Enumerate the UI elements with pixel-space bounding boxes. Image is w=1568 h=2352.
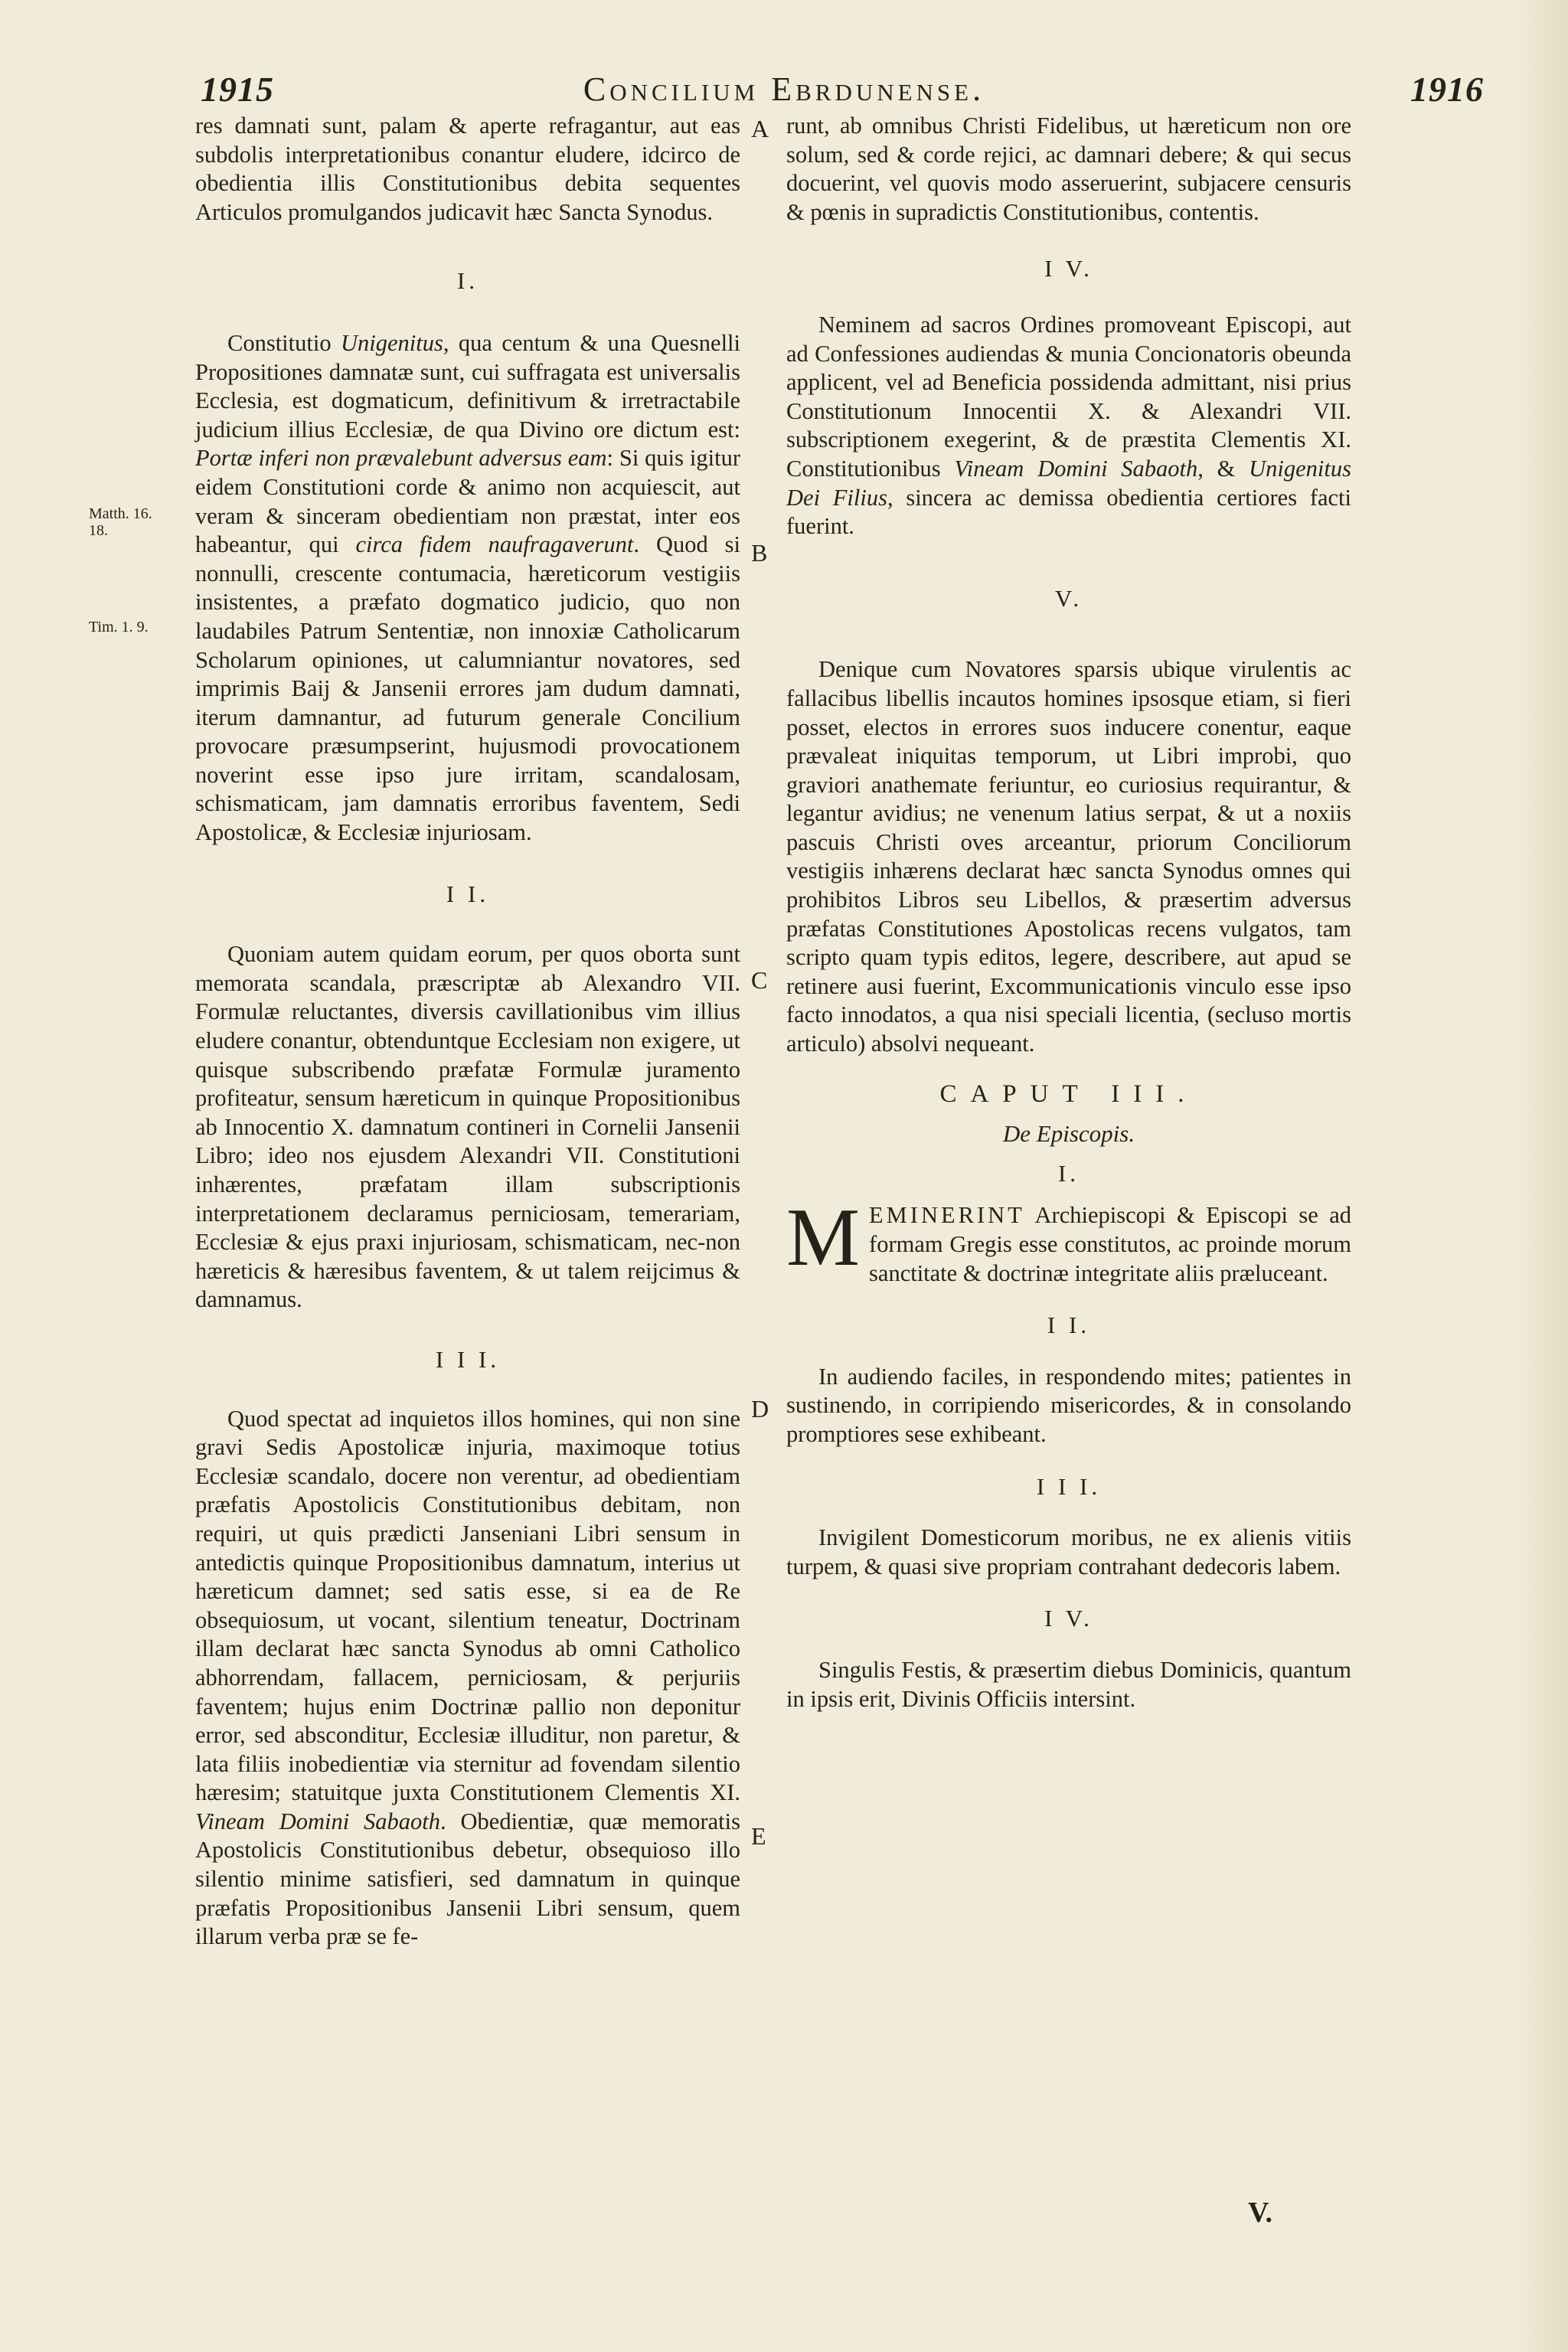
text-run: Archiepiscopi & Episcopi se ad formam Gregis esse constitutos, ac proinde morum sanctitate & doctrinæ integritate aliis præluceant. [869, 1202, 1351, 1286]
section-heading-5: V. [1054, 584, 1083, 612]
catchword: V. [1247, 2197, 1272, 2229]
margin-note-timothy: Tim. 1. 9. [89, 619, 149, 635]
text-run: . Quod si nonnulli, crescente contumacia, hæreticorum vestigiis insistentes, a præfato dogmatico judicio, quo non laudabiles Patrum Sententiæ, non innoxiæ Catholicarum Scholarum opiniones, ut calumniantur novatores, sed imprimis Baij & Jansenii errores jam dudum damnati, iterum damnantur, ad futurum generale Concilium provocare præsumpserint, hujusmodi provocationem noverint esse ipso jure irritam, scandalosam, schismaticam, jam damnatis erroribus faventem, Sedi Apostolicæ, & Ecclesiæ injuriosam. [195, 531, 741, 846]
right-article-4 [786, 311, 1351, 541]
italic-run: circa fidem naufragaverunt [355, 531, 634, 558]
left-article-3 [195, 1405, 740, 1952]
chapter-heading: CAPUT III. [939, 1080, 1198, 1108]
left-column [195, 112, 740, 1952]
running-title: Concilium Ebrdunense. [583, 70, 985, 108]
page-number-right: 1916 [1410, 70, 1484, 109]
chapter-section-heading-1: I. [1057, 1159, 1080, 1187]
text-run: : Si quis igitur eidem Constitutioni corde & animo non acquiescit, aut veram & sinceram obedientiam non præstat, inter eos habeantur, qui [195, 445, 740, 558]
left-intro-paragraph: res damnati sunt, palam & aperte refragantur, aut eas subdolis interpretationibus conantur eludere, idcirco de obedientia illis Constitutionibus debita sequentes Articulos promulgandos judicavit hæc Sancta Synodus. [195, 113, 740, 225]
section-heading-3: I I I. [435, 1345, 501, 1373]
section-letter-a: A [751, 115, 769, 142]
italic-run: Unigenitus [341, 329, 443, 356]
chapter-section-heading-2: I I. [1047, 1312, 1091, 1339]
text-run: , qua centum & una Quesnelli Propositiones damnatæ sunt, cui suffragata est universalis Ecclesia, est dogmaticum, definitivum & irretractabile judicium illius Ecclesiæ, de qua Divino ore dictum est: [195, 329, 740, 443]
right-article-5: Denique cum Novatores sparsis ubique virulentis ac fallacibus libellis incautos homines ipsosque etiam, si fieri posset, electos in errores suos inducere conentur, eaque prævaleat iniquitas temporum, ut Libri improbi, quo graviori anathemate feriuntur, eo curiosius requirantur, & legantur avidius; ne venenum latius serpat, & ut a noxiis pascuis Christi oves arceantur, priorum Conciliorum vestigiis inhærens declarat hæc sancta Synodus omnes qui prohibitos Libros seu Libellos, & præsertim adversus præfatas Constitutiones Apostolicas recens vulgatos, tam scripto quam typis editos, legere, describere, aut apud se retinere ausi fuerint, Excommunicationis vinculo esse ipso facto innodatos, a qua nisi speciali licentia, (secluso mortis articulo) absolvi nequeant. [786, 656, 1351, 1057]
page-edge-shadow [1514, 0, 1568, 2352]
section-letter-e: E [751, 1822, 766, 1850]
left-article-2: Quoniam autem quidam eorum, per quos oborta sunt memorata scandala, præscriptæ ab Alexandro VII. Formulæ reluctantes, diversis cavillationibus vim illius eludere conantur, obtenduntque Ecclesiam non exigere, ut quisque subscribendo præfatæ Formulæ juramento profiteatur, sensum hæreticum in quinque Propositionibus ab Innocentio X. damnatum contineri in Cornelii Jansenii Libro; ideo nos ejusdem Alexandri VII. Constitutioni inhærentes, præfatam illam subscriptionis interpretationem declaramus perniciosam, temerariam, Ecclesiæ & ejus praxi injuriosam, schismaticam, nec-non hæreticis & hæresibus faventem, & ut talem reijcimus & damnamus. [195, 941, 740, 1313]
margin-note-matthew [89, 505, 152, 539]
margin-note-line: 18. [89, 522, 108, 539]
text-run: , sincera ac demissa obedientia certiores facti fuerint. [786, 484, 1351, 540]
chapter-section-heading-3: I I I. [1036, 1472, 1102, 1500]
chapter-section-heading-4: I V. [1044, 1605, 1093, 1632]
section-heading-2: I I. [446, 880, 490, 907]
section-letter-b: B [751, 539, 768, 567]
text-run: Constitutio [227, 329, 341, 356]
chapter-article-2: In audiendo faciles, in respondendo mites; patientes in sustinendo, in corripiendo misericordes, & in consolando promptiores sese exhibeant. [786, 1363, 1351, 1447]
right-column [786, 112, 1351, 1713]
italic-run: Vineam Domini Sabaoth [195, 1808, 441, 1834]
text-run: , & [1197, 455, 1250, 482]
text-run: Neminem ad sacros Ordines promoveant Episcopi, aut ad Confessiones audiendas & munia Concionatoris obeunda applicent, vel ad Beneficia possidenda admittant, nisi prius Constitutionum Innocentii X. & Alexandri VII. subscriptionem exegerint, & de præstita Clementis XI. Constitutionibus [786, 311, 1351, 482]
small-caps-run: EMINERINT [869, 1202, 1025, 1229]
italic-run: Vineam Domini Sabaoth [954, 455, 1198, 482]
section-letter-c: C [751, 966, 768, 994]
margin-note-line: Matth. 16. [89, 505, 152, 522]
drop-cap-letter: M [786, 1192, 861, 1284]
chapter-article-1 [786, 1192, 1351, 1288]
chapter-subtitle: De Episcopis. [1002, 1120, 1135, 1148]
section-heading-4: I V. [1044, 255, 1093, 283]
section-heading-1: I. [456, 267, 479, 295]
italic-run: Portæ inferi non prævalebunt adversus eam [195, 445, 607, 472]
section-letter-d: D [751, 1395, 769, 1423]
text-run: . Obedientiæ, quæ memoratis Apostolicis Constitutionibus debetur, obsequioso illo silentio minime satisfieri, sed damnatum in quinque præfatis Propositionibus Jansenii Libri sensum, quem illarum verba præ se fe- [195, 1808, 740, 1950]
chapter-article-4: Singulis Festis, & præsertim diebus Dominicis, quantum in ipsis erit, Divinis Officiis intersint. [786, 1656, 1351, 1712]
left-article-1 [195, 329, 740, 848]
text-run: Quod spectat ad inquietos illos homines, qui non sine gravi Sedis Apostolicæ injuria, maximoque totius Ecclesiæ scandalo, docere non verentur, ad obedientiam præfatis Apostolicis Constitutionibus debitam, non requiri, ut quis prædicti Janseniani Libri sensum in antedictis quinque Propositionibus damnatum, interius ut hæreticum damnet; sed satis esse, si ea de Re obsequiosum, ut vocant, silentium teneatur, Doctrinam illam declarat hæc sancta Synodus ab omni Catholico abhorrendam, fallacem, perniciosam, & perjuriis faventem; hujus enim Doctrinæ pallio non deponitur error, sed absconditur, Ecclesiæ illuditur, non paretur, & lata filiis inobedientiæ via sternitur ad fovendam silentio hæresim; statuitque juxta Constitutionem Clementis XI. [195, 1405, 740, 1806]
drop-cap-paragraph [786, 1192, 1351, 1288]
chapter-article-3: Invigilent Domesticorum moribus, ne ex alienis vitiis turpem, & quasi sive propriam contrahant dedecoris labem. [786, 1524, 1351, 1579]
italic-run: Unigenitus Dei Filius [786, 455, 1351, 511]
page-number-left: 1915 [201, 70, 274, 109]
right-intro-paragraph: runt, ab omnibus Christi Fidelibus, ut hæreticum non ore solum, sed & corde rejici, ac damnari debere; & qui secus docuerint, vel quovis modo asseruerint, subjacere censuris & pœnis in supradictis Constitutionibus, contentis. [786, 113, 1351, 225]
